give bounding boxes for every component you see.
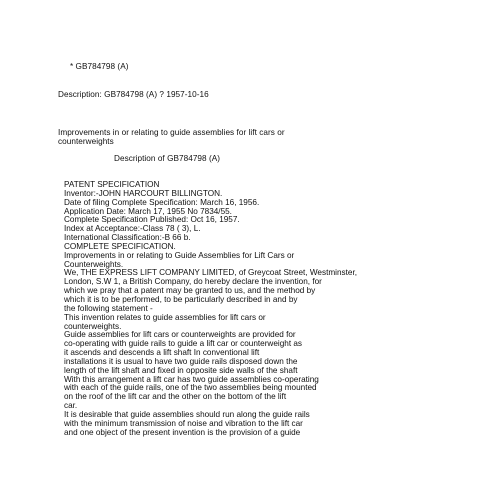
- body-line: with the minimum transmission of noise and vibration to the lift car: [64, 418, 303, 428]
- description-line: Description: GB784798 (A) ? 1957-10-16: [58, 90, 209, 99]
- body-line: on the roof of the lift car and the other on the bottom of the lift: [64, 392, 287, 402]
- body-line: Counterweights.: [64, 259, 124, 269]
- body-line: the following statement -: [64, 303, 153, 313]
- body-line: PATENT SPECIFICATION: [64, 180, 160, 189]
- body-line: car.: [64, 401, 78, 411]
- body-line: installations it is usual to have two guide rails disposed down the: [64, 356, 298, 366]
- description-of-heading: Description of GB784798 (A): [114, 154, 221, 163]
- document-id: * GB784798 (A): [70, 62, 129, 71]
- body-line: which it is to be performed, to be particularly described in and by: [64, 294, 298, 304]
- body-line: With this arrangement a lift car has two guide assemblies co-operating: [64, 374, 319, 384]
- body-line: counterweights.: [64, 321, 122, 331]
- body-line: and one object of the present invention is the provision of a guide: [64, 427, 301, 437]
- body-line: International Classification:-B 66 b.: [64, 233, 191, 243]
- body-line: which we pray that a patent may be granted to us, and the method by: [64, 286, 316, 296]
- title-line-1: Improvements in or relating to guide assemblies for lift cars or: [58, 128, 285, 137]
- body-line: Inventor:-JOHN HARCOURT BILLINGTON.: [64, 188, 223, 198]
- body-line: Improvements in or relating to Guide Assemblies for Lift Cars or: [64, 250, 295, 260]
- body-line: It is desirable that guide assemblies should run along the guide rails: [64, 409, 310, 419]
- body-line: with each of the guide rails, one of the two assemblies being mounted: [64, 383, 317, 393]
- body-line: Complete Specification Published: Oct 16, 1957.: [64, 215, 240, 225]
- body-line: This invention relates to guide assemblies for lift cars or: [64, 312, 266, 322]
- body-line: London, S.W 1, a British Company, do hereby declare the invention, for: [64, 277, 322, 287]
- body-line: Application Date: March 17, 1955 No 7834/55.: [64, 206, 232, 216]
- body-line: it ascends and descends a lift shaft In conventional lift: [64, 348, 260, 358]
- body-line: length of the lift shaft and fixed in opposite side walls of the shaft: [64, 365, 298, 375]
- specification-body: [64, 181, 474, 437]
- body-line: Guide assemblies for lift cars or counterweights are provided for: [64, 330, 296, 340]
- body-line: We, THE EXPRESS LIFT COMPANY LIMITED, of Greycoat Street, Westminster,: [64, 268, 358, 278]
- title-line-2: counterweights: [58, 137, 114, 146]
- body-line: co-operating with guide rails to guide a lift car or counterweight as: [64, 339, 303, 349]
- body-line: COMPLETE SPECIFICATION.: [64, 241, 176, 251]
- body-line: Date of filing Complete Specification: March 16, 1956.: [64, 197, 260, 207]
- body-line: Index at Acceptance:-Class 78 ( 3), L.: [64, 224, 201, 234]
